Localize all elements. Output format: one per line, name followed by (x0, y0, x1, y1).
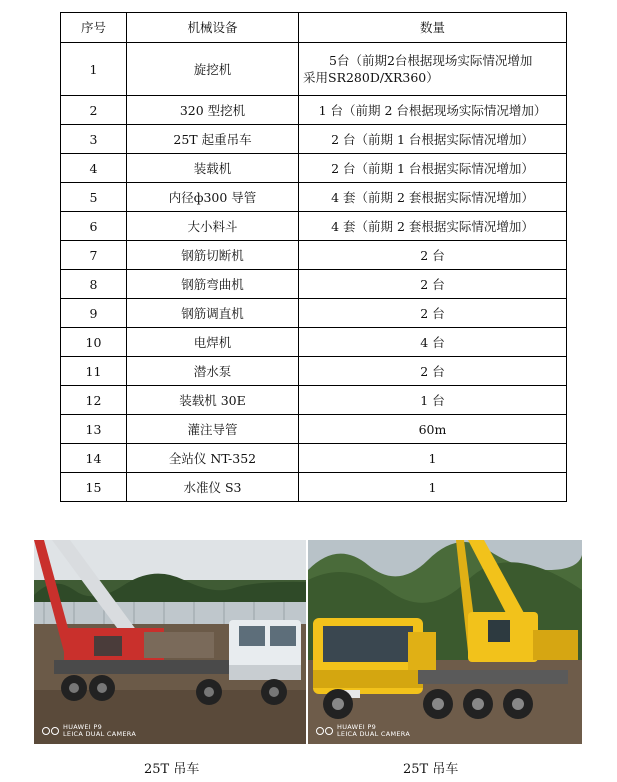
table-row (61, 125, 567, 154)
row-equipment: 钢筋弯曲机 (127, 270, 299, 299)
equipment-table (60, 12, 567, 502)
row-equipment: 钢筋切断机 (127, 241, 299, 270)
crane-photo-left (34, 540, 306, 744)
row-quantity: 2 台 (299, 270, 567, 299)
header-no: 序号 (61, 13, 127, 43)
yellow-crane-illustration (308, 540, 582, 744)
table-row (61, 299, 567, 328)
header-equipment: 机械设备 (127, 13, 299, 43)
row-quantity: 2 台（前期 1 台根据实际情况增加） (299, 154, 567, 183)
row-no: 7 (61, 241, 127, 270)
row-quantity: 4 台 (299, 328, 567, 357)
watermark-brand: HUAWEI P9 (63, 723, 103, 731)
row-no: 12 (61, 386, 127, 415)
row-no: 14 (61, 444, 127, 473)
row-no: 9 (61, 299, 127, 328)
row-equipment: 320 型挖机 (127, 96, 299, 125)
table-row (61, 415, 567, 444)
table-row (61, 328, 567, 357)
table-row (61, 473, 567, 502)
row-no: 11 (61, 357, 127, 386)
row-equipment: 钢筋调直机 (127, 299, 299, 328)
row-quantity: 1 (299, 473, 567, 502)
row-equipment: 灌注导管 (127, 415, 299, 444)
row-equipment: 潜水泵 (127, 357, 299, 386)
row-no: 2 (61, 96, 127, 125)
quantity-line-2: 采用SR280D/XR360） (303, 70, 439, 85)
row-equipment: 电焊机 (127, 328, 299, 357)
row-no: 5 (61, 183, 127, 212)
row-no: 3 (61, 125, 127, 154)
table-row (61, 386, 567, 415)
camera-watermark (42, 724, 136, 738)
row-no: 13 (61, 415, 127, 444)
table-row (61, 241, 567, 270)
row-quantity: 1 (299, 444, 567, 473)
row-quantity: 4 套（前期 2 套根据实际情况增加） (299, 183, 567, 212)
watermark-brand: HUAWEI P9 (337, 723, 377, 731)
leica-rings-icon (42, 727, 59, 735)
table-row (61, 444, 567, 473)
row-quantity: 2 台（前期 1 台根据实际情况增加） (299, 125, 567, 154)
row-quantity: 2 台 (299, 357, 567, 386)
row-equipment: 25T 起重吊车 (127, 125, 299, 154)
row-no: 4 (61, 154, 127, 183)
photo-caption-right: 25T 吊车 (403, 762, 459, 777)
table-row (61, 357, 567, 386)
row-quantity: 1 台（前期 2 台根据现场实际情况增加） (299, 96, 567, 125)
row-quantity: 2 台 (299, 299, 567, 328)
row-no: 1 (61, 43, 127, 96)
table-row (61, 96, 567, 125)
row-equipment: 装载机 (127, 154, 299, 183)
table-row (61, 183, 567, 212)
header-quantity: 数量 (299, 13, 567, 43)
photo-caption-left: 25T 吊车 (144, 762, 200, 777)
table-row (61, 270, 567, 299)
watermark-camera: LEICA DUAL CAMERA (337, 730, 411, 738)
row-quantity: 1 台 (299, 386, 567, 415)
row-no: 6 (61, 212, 127, 241)
row-quantity (299, 43, 567, 96)
row-equipment: 大小料斗 (127, 212, 299, 241)
crane-photo-right (308, 540, 582, 744)
table-row (61, 43, 567, 96)
table-header-row (61, 13, 567, 43)
quantity-line-1: 5台（前期2台根据现场实际情况增加 (329, 53, 533, 68)
row-equipment: 装载机 30E (127, 386, 299, 415)
row-equipment: 旋挖机 (127, 43, 299, 96)
row-equipment: 全站仪 NT-352 (127, 444, 299, 473)
camera-watermark (316, 724, 410, 738)
table-row (61, 212, 567, 241)
row-no: 8 (61, 270, 127, 299)
row-equipment: 内径ф300 导管 (127, 183, 299, 212)
watermark-camera: LEICA DUAL CAMERA (63, 730, 137, 738)
row-no: 15 (61, 473, 127, 502)
row-equipment: 水准仪 S3 (127, 473, 299, 502)
crane-truck-illustration (34, 540, 306, 744)
row-quantity: 4 套（前期 2 套根据实际情况增加） (299, 212, 567, 241)
row-no: 10 (61, 328, 127, 357)
row-quantity: 2 台 (299, 241, 567, 270)
table-row (61, 154, 567, 183)
row-quantity: 60m (299, 415, 567, 444)
leica-rings-icon (316, 727, 333, 735)
